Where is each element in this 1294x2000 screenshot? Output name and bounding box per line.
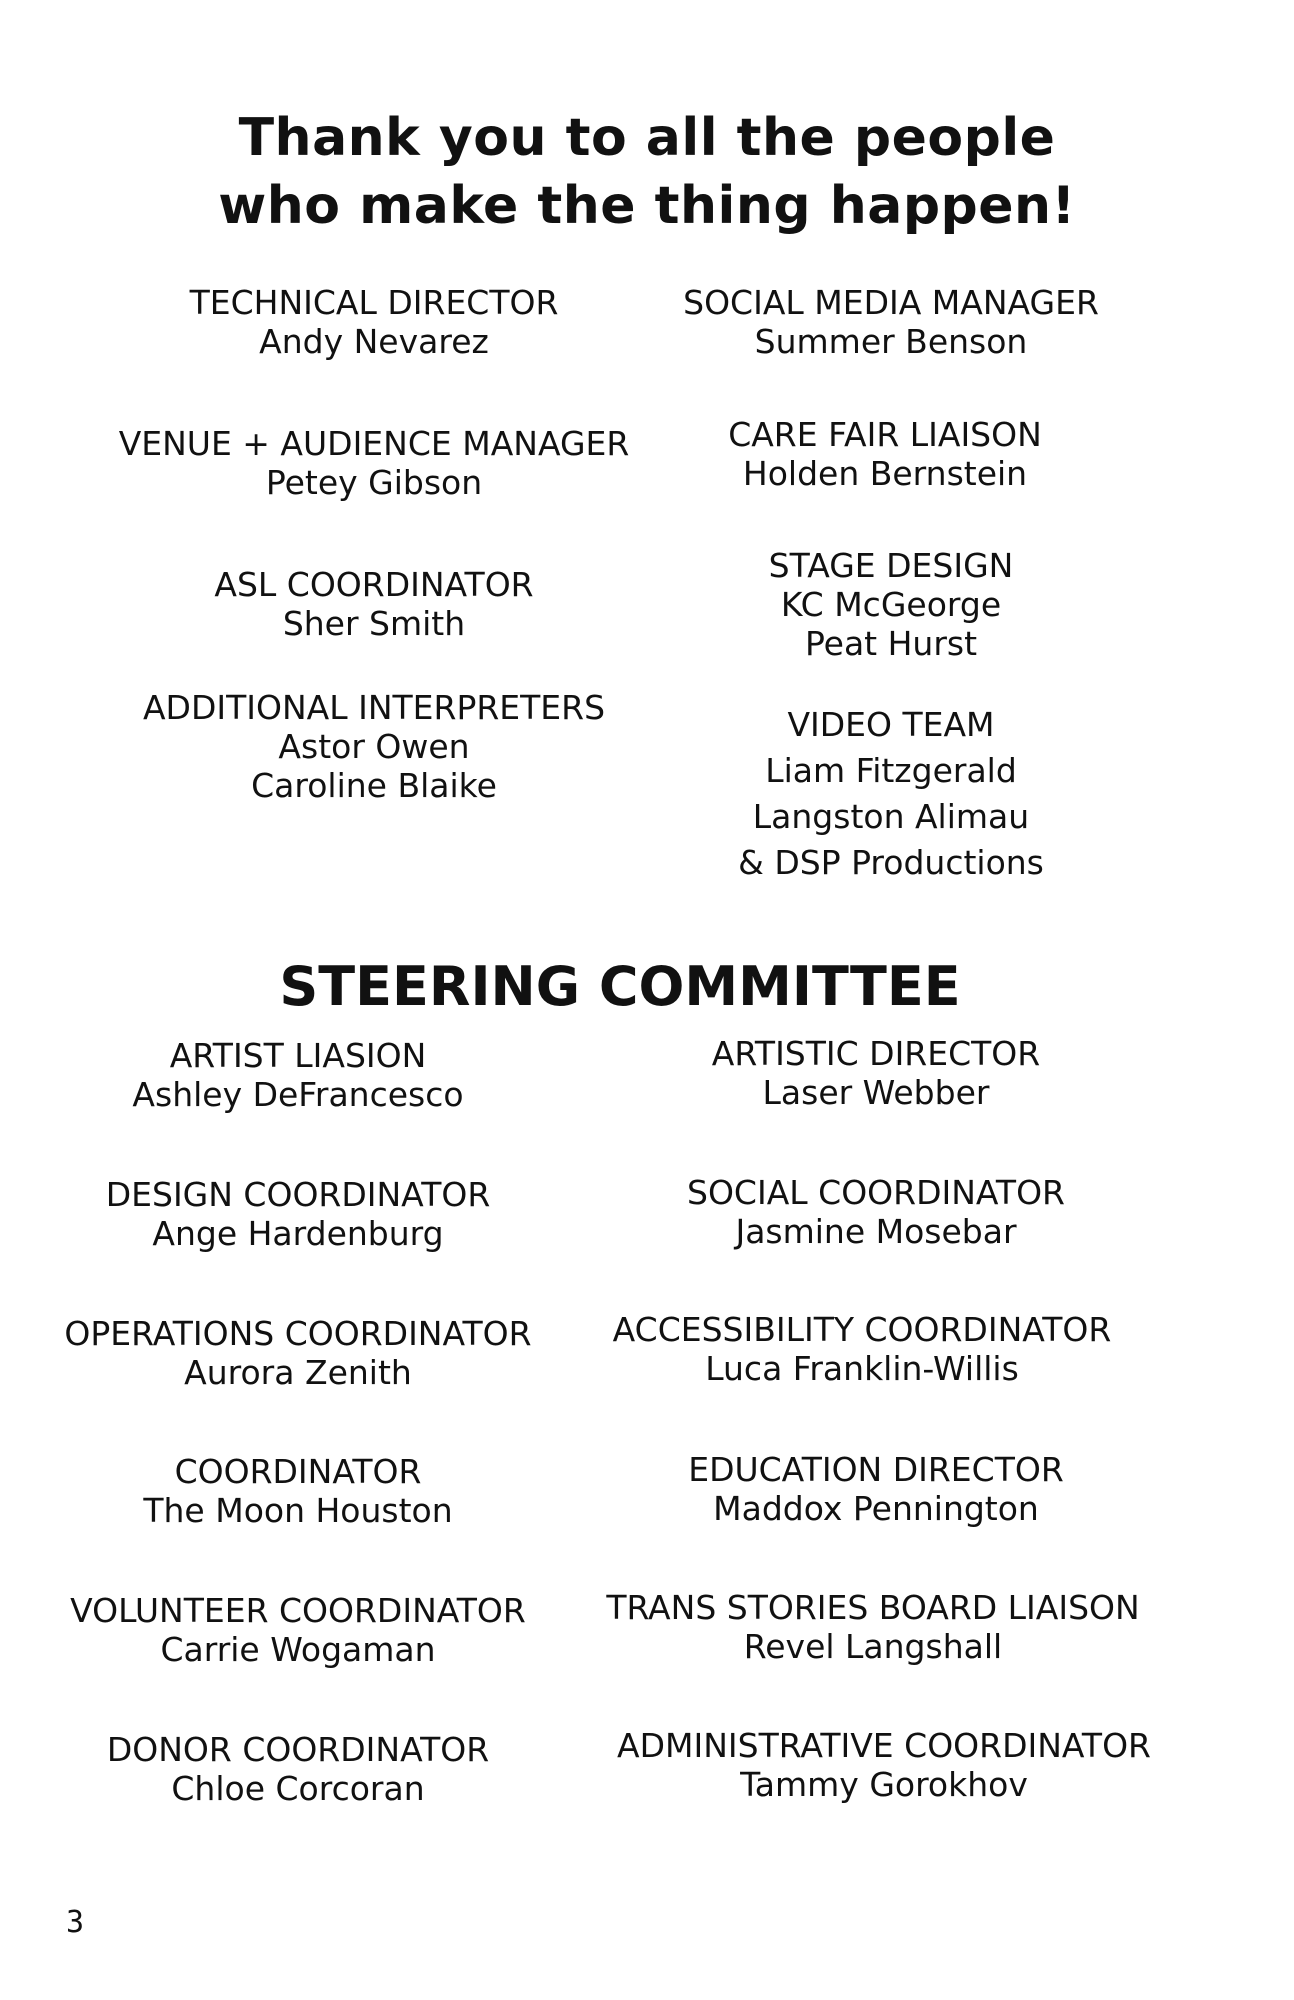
credit-name: Tammy Gorokhov: [740, 1765, 1028, 1804]
credit-title: ADMINISTRATIVE COORDINATOR: [617, 1726, 1151, 1765]
credit-title: DONOR COORDINATOR: [106, 1730, 490, 1769]
page-heading: [0, 104, 1294, 240]
credit-title: EDUCATION DIRECTOR: [688, 1450, 1064, 1489]
credit-name: Liam Fitzgerald: [765, 751, 1017, 790]
credit-name: Sher Smith: [282, 604, 466, 643]
heading-line-1: Thank you to all the people: [238, 108, 1056, 168]
credit-name: Maddox Pennington: [713, 1489, 1039, 1528]
committee-administrative-coordinator: [617, 1726, 1151, 1804]
credit-title: SOCIAL COORDINATOR: [687, 1173, 1065, 1212]
credit-title: ARTIST LIASION: [169, 1036, 427, 1075]
credit-title: TRANS STORIES BOARD LIAISON: [606, 1588, 1140, 1627]
credit-name: Astor Owen: [278, 727, 470, 766]
steering-committee-heading: STEERING COMMITTEE: [279, 955, 961, 1018]
credit-venue-audience-manager: [119, 424, 630, 502]
credit-name: Carrie Wogaman: [160, 1630, 436, 1669]
credit-name: Summer Benson: [754, 322, 1028, 361]
committee-artist-liaison: [132, 1036, 463, 1114]
credit-title: VOLUNTEER COORDINATOR: [70, 1591, 526, 1630]
credit-name: & DSP Productions: [738, 843, 1044, 882]
credit-video-team: [738, 702, 1044, 886]
credit-title: DESIGN COORDINATOR: [105, 1175, 491, 1214]
credit-title: CARE FAIR LIAISON: [728, 415, 1042, 454]
heading-line-2: who make the thing happen!: [218, 176, 1076, 236]
credit-name: The Moon Houston: [143, 1491, 453, 1530]
credit-name: Luca Franklin-Willis: [705, 1349, 1019, 1388]
credit-name: Jasmine Mosebar: [735, 1212, 1017, 1251]
credit-title: COORDINATOR: [174, 1452, 422, 1491]
credit-name: Ange Hardenburg: [152, 1214, 444, 1253]
committee-artistic-director: [712, 1034, 1040, 1112]
committee-coordinator: [143, 1452, 452, 1530]
credit-social-media-manager: [683, 283, 1099, 361]
committee-education-director: [688, 1450, 1064, 1528]
credit-name: Chloe Corcoran: [171, 1769, 425, 1808]
credit-title: OPERATIONS COORDINATOR: [64, 1314, 532, 1353]
committee-design-coordinator: [106, 1175, 491, 1253]
credit-name: Revel Langshall: [743, 1627, 1003, 1666]
credit-name: Petey Gibson: [265, 463, 483, 502]
credit-name: Andy Nevarez: [259, 322, 489, 361]
credit-title: ADDITIONAL INTERPRETERS: [142, 688, 606, 727]
credit-name: KC McGeorge: [780, 585, 1002, 624]
credit-technical-director: [190, 283, 559, 361]
committee-social-coordinator: [687, 1173, 1065, 1251]
credit-name: Ashley DeFrancesco: [132, 1075, 464, 1114]
committee-trans-stories-board-liaison: [606, 1588, 1139, 1666]
credit-stage-design: [769, 546, 1014, 663]
committee-accessibility-coordinator: [613, 1310, 1112, 1388]
credit-name: Langston Alimau: [752, 797, 1030, 836]
credit-title: ARTISTIC DIRECTOR: [711, 1034, 1041, 1073]
credit-title: VENUE + AUDIENCE MANAGER: [118, 424, 630, 463]
committee-operations-coordinator: [64, 1314, 531, 1392]
credit-title: ASL COORDINATOR: [214, 565, 534, 604]
credit-title: SOCIAL MEDIA MANAGER: [683, 283, 1099, 322]
credit-asl-coordinator: [214, 565, 533, 643]
credit-name: Caroline Blaike: [251, 766, 497, 805]
credit-title: VIDEO TEAM: [787, 705, 995, 744]
credit-additional-interpreters: [143, 688, 605, 805]
credit-care-fair-liaison: [728, 415, 1042, 493]
credit-title: TECHNICAL DIRECTOR: [189, 283, 559, 322]
credit-title: ACCESSIBILITY COORDINATOR: [612, 1310, 1112, 1349]
credit-name: Peat Hurst: [804, 624, 978, 663]
credit-title: STAGE DESIGN: [768, 546, 1014, 585]
credit-name: Aurora Zenith: [184, 1353, 412, 1392]
credit-name: Holden Bernstein: [742, 454, 1028, 493]
committee-volunteer-coordinator: [70, 1591, 526, 1669]
page-number: 3: [66, 1905, 85, 1940]
credit-name: Laser Webber: [762, 1073, 990, 1112]
committee-donor-coordinator: [107, 1730, 489, 1808]
